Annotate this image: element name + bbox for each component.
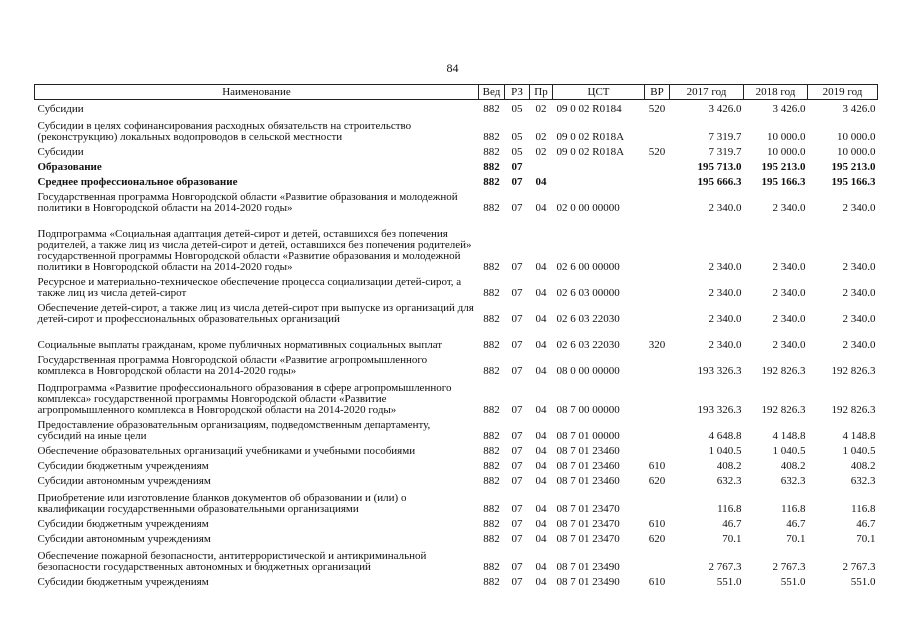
row-2018: 10 000.0 [767,130,806,143]
row-vr [645,442,670,457]
header-ved: Вед [479,85,505,100]
row-2018: 1 040.5 [772,444,806,457]
row-cst: 02 6 03 00000 [556,286,620,299]
table-row [35,325,878,351]
row-cst: 08 7 01 23470 [556,502,620,515]
row-name: Предоставление образовательным организациям, подведомственным департаменту, субсидий на иные цели [37,418,431,442]
row-rz: 07 [511,201,523,214]
row-rz: 07 [511,459,523,472]
row-name: Государственная программа Новгородской области «Развитие образования и молодежной политики в Новгородской области на 2014-2020 годы» [37,190,458,214]
row-2017: 2 340.0 [708,201,742,214]
page-number: 84 [446,61,459,75]
row-2019: 551.0 [850,575,876,588]
row-2017: 7 319.7 [708,145,742,158]
row-ved: 882 [483,130,500,143]
header-2018: 2018 год [744,85,808,100]
table-row [35,188,878,214]
row-vr [645,487,670,515]
row-name: Обеспечение образовательных организаций учебниками и учебными пособиями [37,444,416,457]
row-rz: 07 [511,175,523,188]
row-2019: 2 340.0 [842,260,876,273]
row-2019: 632.3 [850,474,876,487]
row-name: Подпрограмма «Социальная адаптация детей-сирот и детей, оставшихся без попечения родителей, а также лиц из числа детей-сирот и детей, оставшихся без попечения родителей» государственной программы Новгородской области «Развитие образования и молодежной политики в Новгородской области на 2014-2020 годы» [37,227,472,273]
row-vr: 620 [648,532,666,545]
row-name: Обеспечение пожарной безопасности, антитеррористической и антикриминальной безопасности государственных автономных и бюджетных организаций [37,549,427,573]
row-2018: 192 826.3 [761,403,806,416]
row-ved: 882 [483,201,500,214]
row-ved: 882 [483,403,500,416]
row-name: Социальные выплаты гражданам, кроме публичных нормативных социальных выплат [37,338,443,351]
row-pr: 04 [535,403,547,416]
table-row [35,158,878,173]
header-2017: 2017 год [670,85,744,100]
row-vr: 520 [648,145,666,158]
row-2018: 2 340.0 [772,201,806,214]
header-cst: ЦСТ [553,85,645,100]
row-vr [645,351,670,377]
row-cst: 08 7 01 23460 [556,444,620,457]
row-vr [645,377,670,416]
row-rz: 05 [511,130,523,143]
row-ved: 882 [483,260,500,273]
row-2019: 2 340.0 [842,201,876,214]
row-vr [645,545,670,573]
row-rz: 07 [511,575,523,588]
row-pr: 04 [535,532,547,545]
row-cst: 08 7 01 23470 [556,532,620,545]
row-rz: 07 [511,312,523,325]
row-rz: 07 [511,160,523,173]
row-2017: 116.8 [717,502,742,515]
row-2019: 116.8 [851,502,876,515]
row-pr: 04 [535,201,547,214]
row-pr: 02 [535,145,547,158]
row-ved: 882 [483,502,500,515]
header-vr: ВР [645,85,670,100]
row-vr [645,416,670,442]
row-vr [645,214,670,273]
row-ved: 882 [483,459,500,472]
table-row [35,351,878,377]
row-pr: 04 [535,175,547,188]
row-cst: 08 0 00 00000 [556,364,620,377]
row-cst: 09 0 02 R0184 [556,102,622,115]
row-2018: 4 148.8 [772,429,806,442]
row-vr [645,273,670,299]
row-2017: 195 666.3 [697,175,742,188]
row-cst: 09 0 02 R018A [556,130,625,143]
row-2019: 2 340.0 [842,286,876,299]
table-row [35,573,878,588]
row-ved: 882 [483,286,500,299]
row-2017: 2 340.0 [708,286,742,299]
row-2019: 2 340.0 [842,312,876,325]
table-body [35,100,878,588]
row-name: Приобретение или изготовление бланков документов об образовании и (или) о квалификации государственными образовательными организациями [37,491,407,515]
row-pr: 04 [535,502,547,515]
row-name: Субсидии [37,102,84,115]
header-pr: Пр [530,85,553,100]
row-vr [645,173,670,188]
row-2019: 4 148.8 [842,429,876,442]
row-cst: 02 6 03 22030 [556,312,620,325]
row-2019: 3 426.0 [842,102,876,115]
row-2018: 2 340.0 [772,260,806,273]
row-2018: 195 166.3 [761,175,806,188]
row-2019: 2 767.3 [842,560,876,573]
row-ved: 882 [483,175,500,188]
row-vr [645,188,670,214]
row-cst: 08 7 01 23460 [556,459,620,472]
row-rz: 07 [511,364,523,377]
table-row [35,115,878,143]
row-cst: 02 0 00 00000 [556,201,620,214]
row-name: Подпрограмма «Развитие профессионального образования в сфере агропромышленного комплекса» государственной программы Новгородской области «Развитие агропромышленного комплекса в Новгородской области на 2014-2020 годы» [37,381,452,416]
row-name: Образование [37,160,102,173]
row-rz: 07 [511,532,523,545]
row-name: Среднее профессиональное образование [37,175,238,188]
row-ved: 882 [483,474,500,487]
row-rz: 07 [511,474,523,487]
table-row [35,545,878,573]
row-ved: 882 [483,364,500,377]
row-pr: 02 [535,102,547,115]
row-2019: 192 826.3 [831,403,876,416]
table-row [35,457,878,472]
row-cst: 08 7 01 23490 [556,560,620,573]
row-2019: 70.1 [856,532,876,545]
row-2019: 195 166.3 [831,175,876,188]
table-row [35,100,878,115]
budget-table [34,84,878,588]
row-ved: 882 [483,429,500,442]
table-row [35,273,878,299]
row-vr: 320 [648,338,666,351]
row-vr: 610 [648,517,666,530]
table-row [35,530,878,545]
row-ved: 882 [483,444,500,457]
row-name: Субсидии бюджетным учреждениям [37,517,209,530]
row-pr: 04 [535,459,547,472]
row-2017: 3 426.0 [708,102,742,115]
row-2019: 10 000.0 [837,145,876,158]
row-vr: 610 [648,459,666,472]
row-pr: 04 [535,312,547,325]
row-2018: 116.8 [781,502,806,515]
row-ved: 882 [483,575,500,588]
row-cst: 08 7 01 23460 [556,474,620,487]
row-2018: 10 000.0 [767,145,806,158]
row-2019: 195 213.0 [831,160,876,173]
row-2018: 46.7 [786,517,806,530]
row-2019: 192 826.3 [831,364,876,377]
row-pr: 04 [535,429,547,442]
row-rz: 07 [511,444,523,457]
row-rz: 05 [511,102,523,115]
header-rz: РЗ [505,85,530,100]
row-2018: 2 340.0 [772,286,806,299]
table-row [35,143,878,158]
row-name: Субсидии в целях софинансирования расходных обязательств на строительство (реконструкцию) локальных водопроводов в сельской местности [37,119,412,143]
row-2017: 1 040.5 [708,444,742,457]
row-cst: 09 0 02 R018A [556,145,625,158]
row-2019: 46.7 [856,517,876,530]
row-cst: 02 6 03 22030 [556,338,620,351]
row-pr: 04 [535,338,547,351]
table-row [35,214,878,273]
row-name: Субсидии автономным учреждениям [37,474,211,487]
row-pr: 04 [535,575,547,588]
row-2019: 1 040.5 [842,444,876,457]
row-cst: 08 7 01 23470 [556,517,620,530]
row-pr: 04 [535,286,547,299]
row-2017: 2 767.3 [708,560,742,573]
row-2017: 46.7 [722,517,742,530]
row-2017: 7 319.7 [708,130,742,143]
row-2018: 632.3 [780,474,806,487]
row-ved: 882 [483,532,500,545]
row-pr: 04 [535,560,547,573]
row-2018: 195 213.0 [761,160,806,173]
table-header-row [35,85,878,100]
row-rz: 05 [511,145,523,158]
row-name: Субсидии бюджетным учреждениям [37,459,209,472]
table-row [35,416,878,442]
row-2017: 4 648.8 [708,429,742,442]
row-ved: 882 [483,312,500,325]
row-name: Государственная программа Новгородской области «Развитие агропромышленного комплекса в Новгородской области на 2014-2020 годы» [37,353,428,377]
row-pr: 04 [535,517,547,530]
row-rz: 07 [511,517,523,530]
row-cst: 02 6 00 00000 [556,260,620,273]
row-vr [645,158,670,173]
row-name: Обеспечение детей-сирот, а также лиц из числа детей-сирот при выпуске из организаций для детей-сирот и профессиональных образовательных организаций [37,301,474,325]
row-2017: 2 340.0 [708,338,742,351]
row-2018: 2 340.0 [772,312,806,325]
row-2018: 3 426.0 [772,102,806,115]
row-2018: 408.2 [780,459,806,472]
row-name: Ресурсное и материально-техническое обеспечение процесса социализации детей-сирот, а также лиц из числа детей-сирот [37,275,462,299]
row-ved: 882 [483,517,500,530]
table-row [35,515,878,530]
row-name: Субсидии автономным учреждениям [37,532,211,545]
row-2017: 193 326.3 [697,364,742,377]
row-2017: 70.1 [722,532,742,545]
row-pr [530,158,553,173]
row-2017: 632.3 [716,474,742,487]
header-2019: 2019 год [808,85,878,100]
row-2017: 551.0 [716,575,742,588]
row-2019: 2 340.0 [842,338,876,351]
table-row [35,377,878,416]
row-ved: 882 [483,160,500,173]
row-cst [553,158,645,173]
row-name: Субсидии [37,145,84,158]
row-cst: 08 7 01 00000 [556,429,620,442]
row-ved: 882 [483,145,500,158]
row-rz: 07 [511,260,523,273]
row-ved: 882 [483,102,500,115]
row-ved: 882 [483,560,500,573]
row-pr: 04 [535,260,547,273]
table-row [35,472,878,487]
row-rz: 07 [511,502,523,515]
row-pr: 04 [535,474,547,487]
row-2018: 2 767.3 [772,560,806,573]
row-vr: 520 [648,102,666,115]
row-pr: 02 [535,130,547,143]
row-rz: 07 [511,403,523,416]
row-pr: 04 [535,364,547,377]
row-cst: 08 7 01 23490 [556,575,620,588]
row-2017: 2 340.0 [708,312,742,325]
row-2018: 551.0 [780,575,806,588]
row-pr: 04 [535,444,547,457]
row-rz: 07 [511,286,523,299]
table-row [35,442,878,457]
row-2018: 192 826.3 [761,364,806,377]
row-name: Субсидии бюджетным учреждениям [37,575,209,588]
row-2019: 10 000.0 [837,130,876,143]
row-2017: 408.2 [716,459,742,472]
row-2019: 408.2 [850,459,876,472]
row-2018: 2 340.0 [772,338,806,351]
row-vr: 610 [648,575,666,588]
row-ved: 882 [483,338,500,351]
row-rz: 07 [511,560,523,573]
header-name: Наименование [35,85,479,100]
row-rz: 07 [511,338,523,351]
row-vr: 620 [648,474,666,487]
table-row [35,299,878,325]
row-vr [645,299,670,325]
row-cst: 08 7 00 00000 [556,403,620,416]
table-row [35,487,878,515]
row-2017: 193 326.3 [697,403,742,416]
row-vr [645,115,670,143]
row-rz: 07 [511,429,523,442]
row-2017: 2 340.0 [708,260,742,273]
row-2018: 70.1 [786,532,806,545]
table-row [35,173,878,188]
row-2017: 195 713.0 [697,160,742,173]
row-cst [553,173,645,188]
